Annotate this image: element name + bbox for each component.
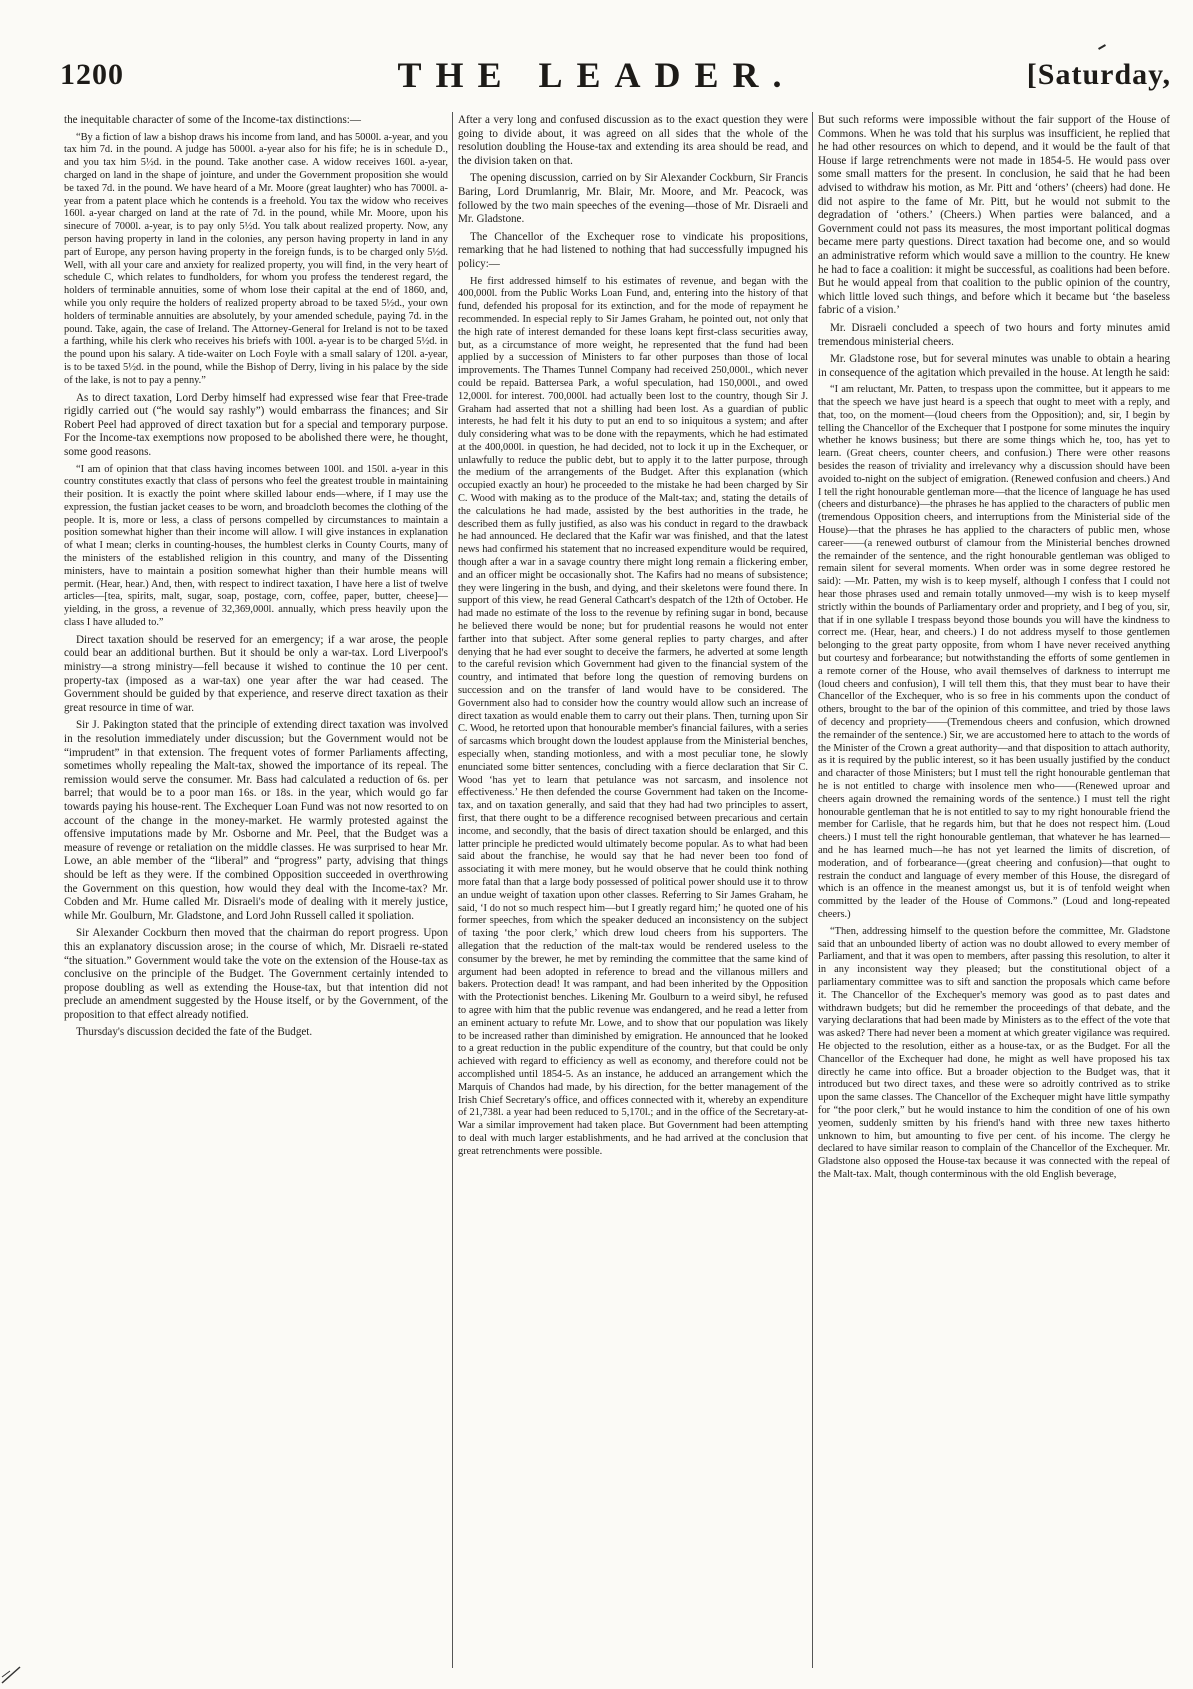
article-paragraph: “By a fiction of law a bishop draws his income from land, and has 5000l. a-year, and you tax him 7d. in the pound. A judge has 5000l. a-year also for his fife; he is in schedule D., and you tax him 5½d. in the pound. Take another case. A widow receives 160l. a-year, charged on land in the shape of jointure, and under the Government proposition she would be taxed 7d. in the pound. We have heard of a Mr. Moore (great laughter) who has 7000l. a-year from a patent place which he contends is a freehold. You tax the widow who receives 160l. a-year charged on land at the rate of 7d. in the pound, while Mr. Moore, upon his sinecure of 7000l. a-year, is to pay only 5½d. You talk about realized property. Now, any person having property in land in the colonies, any person having property in land in any part of Europe, any person having property in the foreign funds, is to be charged only 5½d. Well, with all your care and anxiety for realized property, you will find, in the very heart of schedule C, which relates to fundholders, for whom you profess the tenderest regard, the holders of terminable annuities, some of whom lose their capital at the end of 1860, and, while you only require the holders of realized property abroad to be taxed 5½d., your own holders of terminable annuities are absolutely, by your amended schedule, paying 7d. in the pound. Take, again, the case of Ireland. The Attorney-General for Ireland is not to be taxed a farthing, while his clerk who receives his briefs with 100l. a-year is to be charged 5½d. in the pound upon his salary. A tide-waiter on Loch Foyle with a small salary of 120l. a-year, is to be taxed 5½d. in the pound, while the Bishop of Derry, living in his palace by the side of the lake, is not to pay a penny.” bbox=[64, 131, 448, 386]
newspaper-title: THE LEADER. bbox=[397, 55, 796, 95]
article-paragraph: He first addressed himself to his estimates of revenue, and began with the 400,000l. from the Public Works Loan Fund, and, entering into the history of that fund, defended his proposal for its extinction, and for the mode of repayment he recommended. In especial reply to Sir James Graham, he pointed out, not only that the high rate of interest demanded for these loans kept first-class securities away, but, as a circumstance of more weight, he represented that the fund had been applied by a succession of Ministers to far other purposes than those of local improvements. The Thames Tunnel Company had received 250,000l., which never could be repaid. Battersea Park, a woful speculation, had 150,000l., and owed 12,000l. for interest. 700,000l. had actually been lost to the country, though Sir J. Graham had asserted that not a shilling had been lost. As a guardian of public interests, he had felt it his duty to put an end to so iniquitous a system; and after duly considering what was to be done with the repayments, which he had estimated at the 400,000l. in question, he had decided, not to lock it up in the Exchequer, or unlawfully to reduce the public debt, but to apply it to the latter purpose, through the medium of the arrangements of the Budget. After this explanation (which occupied exactly an hour) he proceeded to the mistake he had been charged by Sir C. Wood with making as to the produce of the Malt-tax; and, stating the details of the calculations he had made, assisted by the best authorities in the trade, he described them as fully justified, as also was his conduct in regard to the drawback he had announced. He declared that the Kafir war was finished, and that the latest news had confirmed his statement that no increased expenditure would be required, though after a war in a savage country there might long remain a flickering ember, and an officer might be occasionally shot. The Kafirs had no means of subsistence; they were lingering in the bush, and dying, and their skeletons were found there. In support of this view, he read General Cathcart's despatch of the 12th of October. He had made no estimate of the loss to the revenue by refining sugar in bond, because he believed there would be none; but for prudential reasons he would not enter farther into that subject. After some general replies to party charges, and after denying that he had ever sought to deceive the farmers, he adverted at some length to the careful revision which Government had given to the financial system of the country, and intimated that before long the question of removing burdens on succession and on the transfer of land would have to be considered. The Government also had to consider how the country would allow such an increase of direct taxation as would enable them to carry out their plans. Then, turning upon Sir C. Wood, he retorted upon that honourable member's financial failures, with a series of sarcasms which brought down the loudest applause from the Ministerial benches, especially when, standing motionless, and with a most peculiar tone, he slowly enunciated some bitter sentences, concluding with a fierce declaration that Sir C. Wood ‘has yet to learn that petulance was not sarcasm, and insolence not effectiveness.’ He then defended the course Government had taken on the Income-tax, and on taxation generally, and said that they had had two principles to assert, first, that there ought to be a difference recognised between precarious and certain income, and secondly, that the basis of direct taxation should be enlarged, and this latter principle he predicted would ultimately become popular. As to what had been said about the franchise, he would say that he had never been too fond of associating it with mere money, but he would observe that he could think nothing more fatal than that a large body possessed of political power should use it to throw an undue weight of taxation upon other classes. Referring to Sir James Graham, he said, ‘I do not so much respect him—but I greatly regard him;’ he quoted one of his former speeches, from which the speaker deduced an inconsistency on the subject of taxing ‘the poor clerk,’ which drew loud cheers from his supporters. The allegation that the reduction of the malt-tax would be rendered useless to the consumer by the brewer, he met by reminding the committee that the same kind of argument had been adopted in reference to bread and the villanous millers and bakers. Protection dead! It was rampant, and had been inherited by the Opposition with the Protectionist benches. Likening Mr. Goulburn to a weird sibyl, he refused to agree with him that the public revenue was endangered, and he read a letter from an eminent actuary to refute Mr. Lowe, and to show that our population was likely to be increased rather than diminished by emigration. He announced that he looked to a great reduction in the public expenditure of the country, but that could be only achieved with regard to efficiency as well as economy, and therefore could not be accomplished until 1854-5. As an instance, he adduced an arrangement which the Marquis of Chandos had made, by his direction, for the better management of the Irish Chief Secretary's office, and offices connected with it, whereby an expenditure of 21,738l. a year had been reduced to 5,170l.; and in the office of the Secretary-at-War a similar improvement had taken place. But Government had been attempting to deal with much larger establishments, and he had arrived at the conclusion that great retrenchments were possible. bbox=[458, 275, 808, 1157]
article-paragraph: As to direct taxation, Lord Derby himself had expressed wise fear that Free-trade rigidly carried out (“he would say rashly”) would embarrass the finances; and Sir Robert Peel had approved of direct taxation but for a special and temporary purpose. For the Income-tax exemptions now proposed to be abolished there were, he thought, some good reasons. bbox=[64, 391, 448, 458]
article-paragraph: “I am reluctant, Mr. Patten, to trespass upon the committee, but it appears to me that the speech we have just heard is a speech that ought to meet with a reply, and that, too, on the moment—(loud cheers from the Opposition); and, sir, I begin by telling the Chancellor of the Exchequer that I postpone for some minutes the inquiry whether he knows business; but there are some things which he, too, has yet to learn. (Great cheers, counter cheers, and confusion.) There were other reasons besides the reason of triviality and irrelevancy why a discussion should have been avoided to-night on the subject of emigration. (Renewed confusion and cheers.) And I tell the right honourable gentleman more—that the licence of language he has used (cheers and disturbance)—the phrases he has applied to the characters of public men (tremendous Opposition cheers, and interruptions from the Ministerial side of the House)—that the phrases he has applied to the characters of public men, whose career——(a renewed outburst of clamour from the Ministerial benches drowned the remainder of the sentence, and the right honourable gentleman was obliged to remain silent for several moments. When order was in some degree restored he said): —Mr. Patten, my wish is to keep myself, although I confess that I could not hear those phrases used and remain totally unmoved—my wish is to keep myself strictly within the bounds of Parliamentary order and propriety, and I beg of you, sir, that if in one syllable I trespass beyond those bounds you will have the kindness to correct me. (Hear, hear, and cheers.) I do not address myself to those gentlemen belonging to the great party opposite, from whom I have never received anything but courtesy and forbearance; but notwithstanding the efforts of some gentlemen in a remote corner of the House, who avail themselves of darkness to interrupt me (loud cheers and confusion), I will tell them this, that they must bear to have their Chancellor of the Exchequer, who is so free in his comments upon the conduct of others, brought to the bar of the opinion of this committee, and tried by those laws of decency and propriety——(Tremendous cheers and confusion, which drowned the remainder of the sentence.) Sir, we are accustomed here to attach to the words of the Minister of the Crown a great authority—and that disposition to attach authority, as it is required by the public interest, so it has been usually justified by the conduct and character of those Ministers; but I must tell the right honourable gentleman that he is not entitled to charge with insolence men who——(Renewed uproar and cheers again drowned the remaining words of the sentence.) I must tell the right honourable gentleman that he is not entitled to say to my right honourable friend the member for Carlisle, that he regards him, but that he does not respect him. (Loud cheers.) I must tell the right honourable gentleman, that whatever he has learned—and he has learned much—he has not yet learned the limits of discretion, of moderation, and of forbearance—(great cheering and confusion)—that ought to restrain the conduct and language of every member of this House, the disregard of which is an offence in the meanest amongst us, but it is of tenfold weight when committed by the leader of the House of Commons.” (Loud and long-repeated cheers.) bbox=[818, 384, 1170, 920]
print-mark bbox=[1098, 44, 1106, 50]
article-paragraph: Mr. Disraeli concluded a speech of two hours and forty minutes amid tremendous ministerial cheers. bbox=[818, 321, 1170, 348]
column-2 bbox=[458, 114, 808, 1662]
article-paragraph: Direct taxation should be reserved for an emergency; if a war arose, the people could bear an additional burthen. But it should be only a war-tax. Lord Liverpool's ministry—a strong ministry—fell because it wished to continue the 10 per cent. property-tax (imposed as a war-tax) one year after the war had ceased. The Government should be guided by that experience, and reserve direct taxation as their great resource in time of war. bbox=[64, 633, 448, 714]
column-rule bbox=[452, 112, 453, 1668]
column-rule bbox=[812, 112, 813, 1668]
article-paragraph: “Then, addressing himself to the question before the committee, Mr. Gladstone said that an unbounded liberty of action was no doubt allowed to every member of Parliament, and that it was open to members, after passing this resolution, to alter it in any inconsistent way they pleased; but the constitutional object of a parliamentary committee was to sift and sanction the proposals which came before it. The Chancellor of the Exchequer's memory was good as to past dates and withdrawn budgets; but did he remember the proceedings of that debate, and the varying declarations that had been made by Ministers as to the effect of the vote that was asked? There had never been a moment at which greater vigilance was required. He objected to the resolution, either as a house-tax, or as the Budget. For all the Chancellor of the Exchequer had done, he might as well have proposed his tax directly he came into office. But a broader objection to the Budget was, that it introduced but two direct taxes, and these were so adroitly contrived as to strike upon the same classes. The Chancellor of the Exchequer might have little sympathy for “the poor clerk,” but he would instance to him the condition of one of his own yeomen, suddenly smitten by his friend's hand with three new taxes hitherto unknown to him, but amounting to five per cent. of his income. The clergy he declared to have similar reason to complain of the Chancellor of the Exchequer. Mr. Gladstone also opposed the House-tax because it was connected with the repeal of the Malt-tax. Malt, though conterminous with the old English beverage, bbox=[818, 925, 1170, 1180]
article-paragraph: The Chancellor of the Exchequer rose to vindicate his propositions, remarking that he had listened to nothing that had successfully impugned his policy:— bbox=[458, 230, 808, 270]
masthead bbox=[0, 0, 1193, 100]
article-paragraph: Sir J. Pakington stated that the principle of extending direct taxation was involved in the resolution immediately under discussion; but the Government would not be “imprudent” in that extension. The frequent votes of former Parliaments affecting, sometimes wholly repealing the Malt-tax, showed the importance of its repeal. The remission would serve the consumer. Mr. Bass had calculated a reduction of 6s. per barrel; that would be to a poor man 16s. or 18s. in the year, which would go far towards paying his house-rent. The Exchequer Loan Fund was not now resorted to on account of the change in the money-market. He warmly protested against the offensive imputations made by Mr. Osborne and Mr. Peel, that the Budget was a measure of revenge or retaliation on the middle classes. He was surprised to hear Mr. Lowe, an able member of the “liberal” and “progress” party, advising that things should be left as they were. If the combined Opposition succeeded in overthrowing the Government on this question, how would they deal with the Income-tax? Mr. Cobden and Mr. Hume called Mr. Disraeli's mode of dealing with it merely justice, while Mr. Goulburn, Mr. Gladstone, and Lord John Russell called it spoliation. bbox=[64, 719, 448, 922]
column-1 bbox=[64, 114, 448, 1662]
article-paragraph: The opening discussion, carried on by Sir Alexander Cockburn, Sir Francis Baring, Lord Drumlanrig, Mr. Blair, Mr. Moore, and Mr. Peacock, was followed by the two main speeches of the evening—those of Mr. Disraeli and Mr. Gladstone. bbox=[458, 172, 808, 226]
article-paragraph: After a very long and confused discussion as to the exact question they were going to divide about, it was agreed on all sides that the whole of the resolution doubling the House-tax and extending its area should be read, and the division taken on that. bbox=[458, 114, 808, 167]
page-number: 1200 bbox=[60, 58, 124, 91]
article-paragraph: Mr. Gladstone rose, but for several minutes was unable to obtain a hearing in consequence of the agitation which prevailed in the house. At length he said: bbox=[818, 353, 1170, 379]
article-paragraph: Thursday's discussion decided the fate of the Budget. bbox=[76, 1026, 313, 1039]
column-3 bbox=[818, 114, 1170, 1662]
page-corner-mark bbox=[0, 1659, 24, 1685]
article-paragraph: “I am of opinion that that class having incomes between 100l. and 150l. a-year in this country constitutes exactly that class of persons who feel the greatest trouble in maintaining their position. It is exactly the point where skilled labour ends—where, if I may use the expression, the fustian jacket ceases to be worn, and broadcloth becomes the clothing of the people. It is, more or less, a class of persons compelled by circumstances to maintain a position somewhat higher than their income will allow. I will give instances in explanation of what I mean; clerks in counting-houses, the humblest clerks in County Courts, many of the ministers of the established religion in this country, and many of the Dissenting ministers, have to maintain a position somewhat higher than their humble means will permit. (Hear, hear.) And, then, with respect to indirect taxation, I have here a list of twelve articles—[tea, spirits, malt, sugar, soap, postage, corn, coffee, paper, butter, cheese]—yielding, in the gross, a revenue of 32,369,000l. annually, which press heavily upon the class I have alluded to.” bbox=[64, 463, 448, 629]
article-paragraph: But such reforms were impossible without the fair support of the House of Commons. When he was told that his surplus was insufficient, he replied that he had other resources on which to depend, and it would be the fault of that House if large retrenchments were not made in 1854-5. He would pass over some small matters for the present. In conclusion, he said that he had been advised to withdraw his motion, as Mr. Pitt and ‘others’ (cheers) had done. He did not aspire to the fame of Mr. Pitt, but he would not submit to the degradation of ‘others.’ (Cheers.) When parties were balanced, and a Government could not pass its measures, the most important political dogmas became mere party questions. Direct taxation had become one, and so would an administrative reform which would save a million to the country. He knew he had to face a coalition: it might be successful, as coalitions had been before. But he would appeal from that coalition to the public opinion of the country, which little loved such things, and before which it became but ‘the baseless fabric of a vision.’ bbox=[818, 114, 1170, 317]
article-paragraph: the inequitable character of some of the Income-tax distinctions:— bbox=[64, 114, 361, 126]
article-paragraph: Sir Alexander Cockburn then moved that the chairman do report progress. Upon this an explanatory discussion arose; in the course of which, Mr. Disraeli re-stated “the situation.” Government would take the vote on the extension of the House-tax as conclusive on the principle of the Budget. The Government certainly intended to propose doubling as well as extending the House-tax, but that intention did not preclude an amendment suggested by the House itself, or by the Government, of the proposition to that effect already notified. bbox=[64, 927, 448, 1021]
issue-day: [Saturday, bbox=[1026, 58, 1171, 91]
